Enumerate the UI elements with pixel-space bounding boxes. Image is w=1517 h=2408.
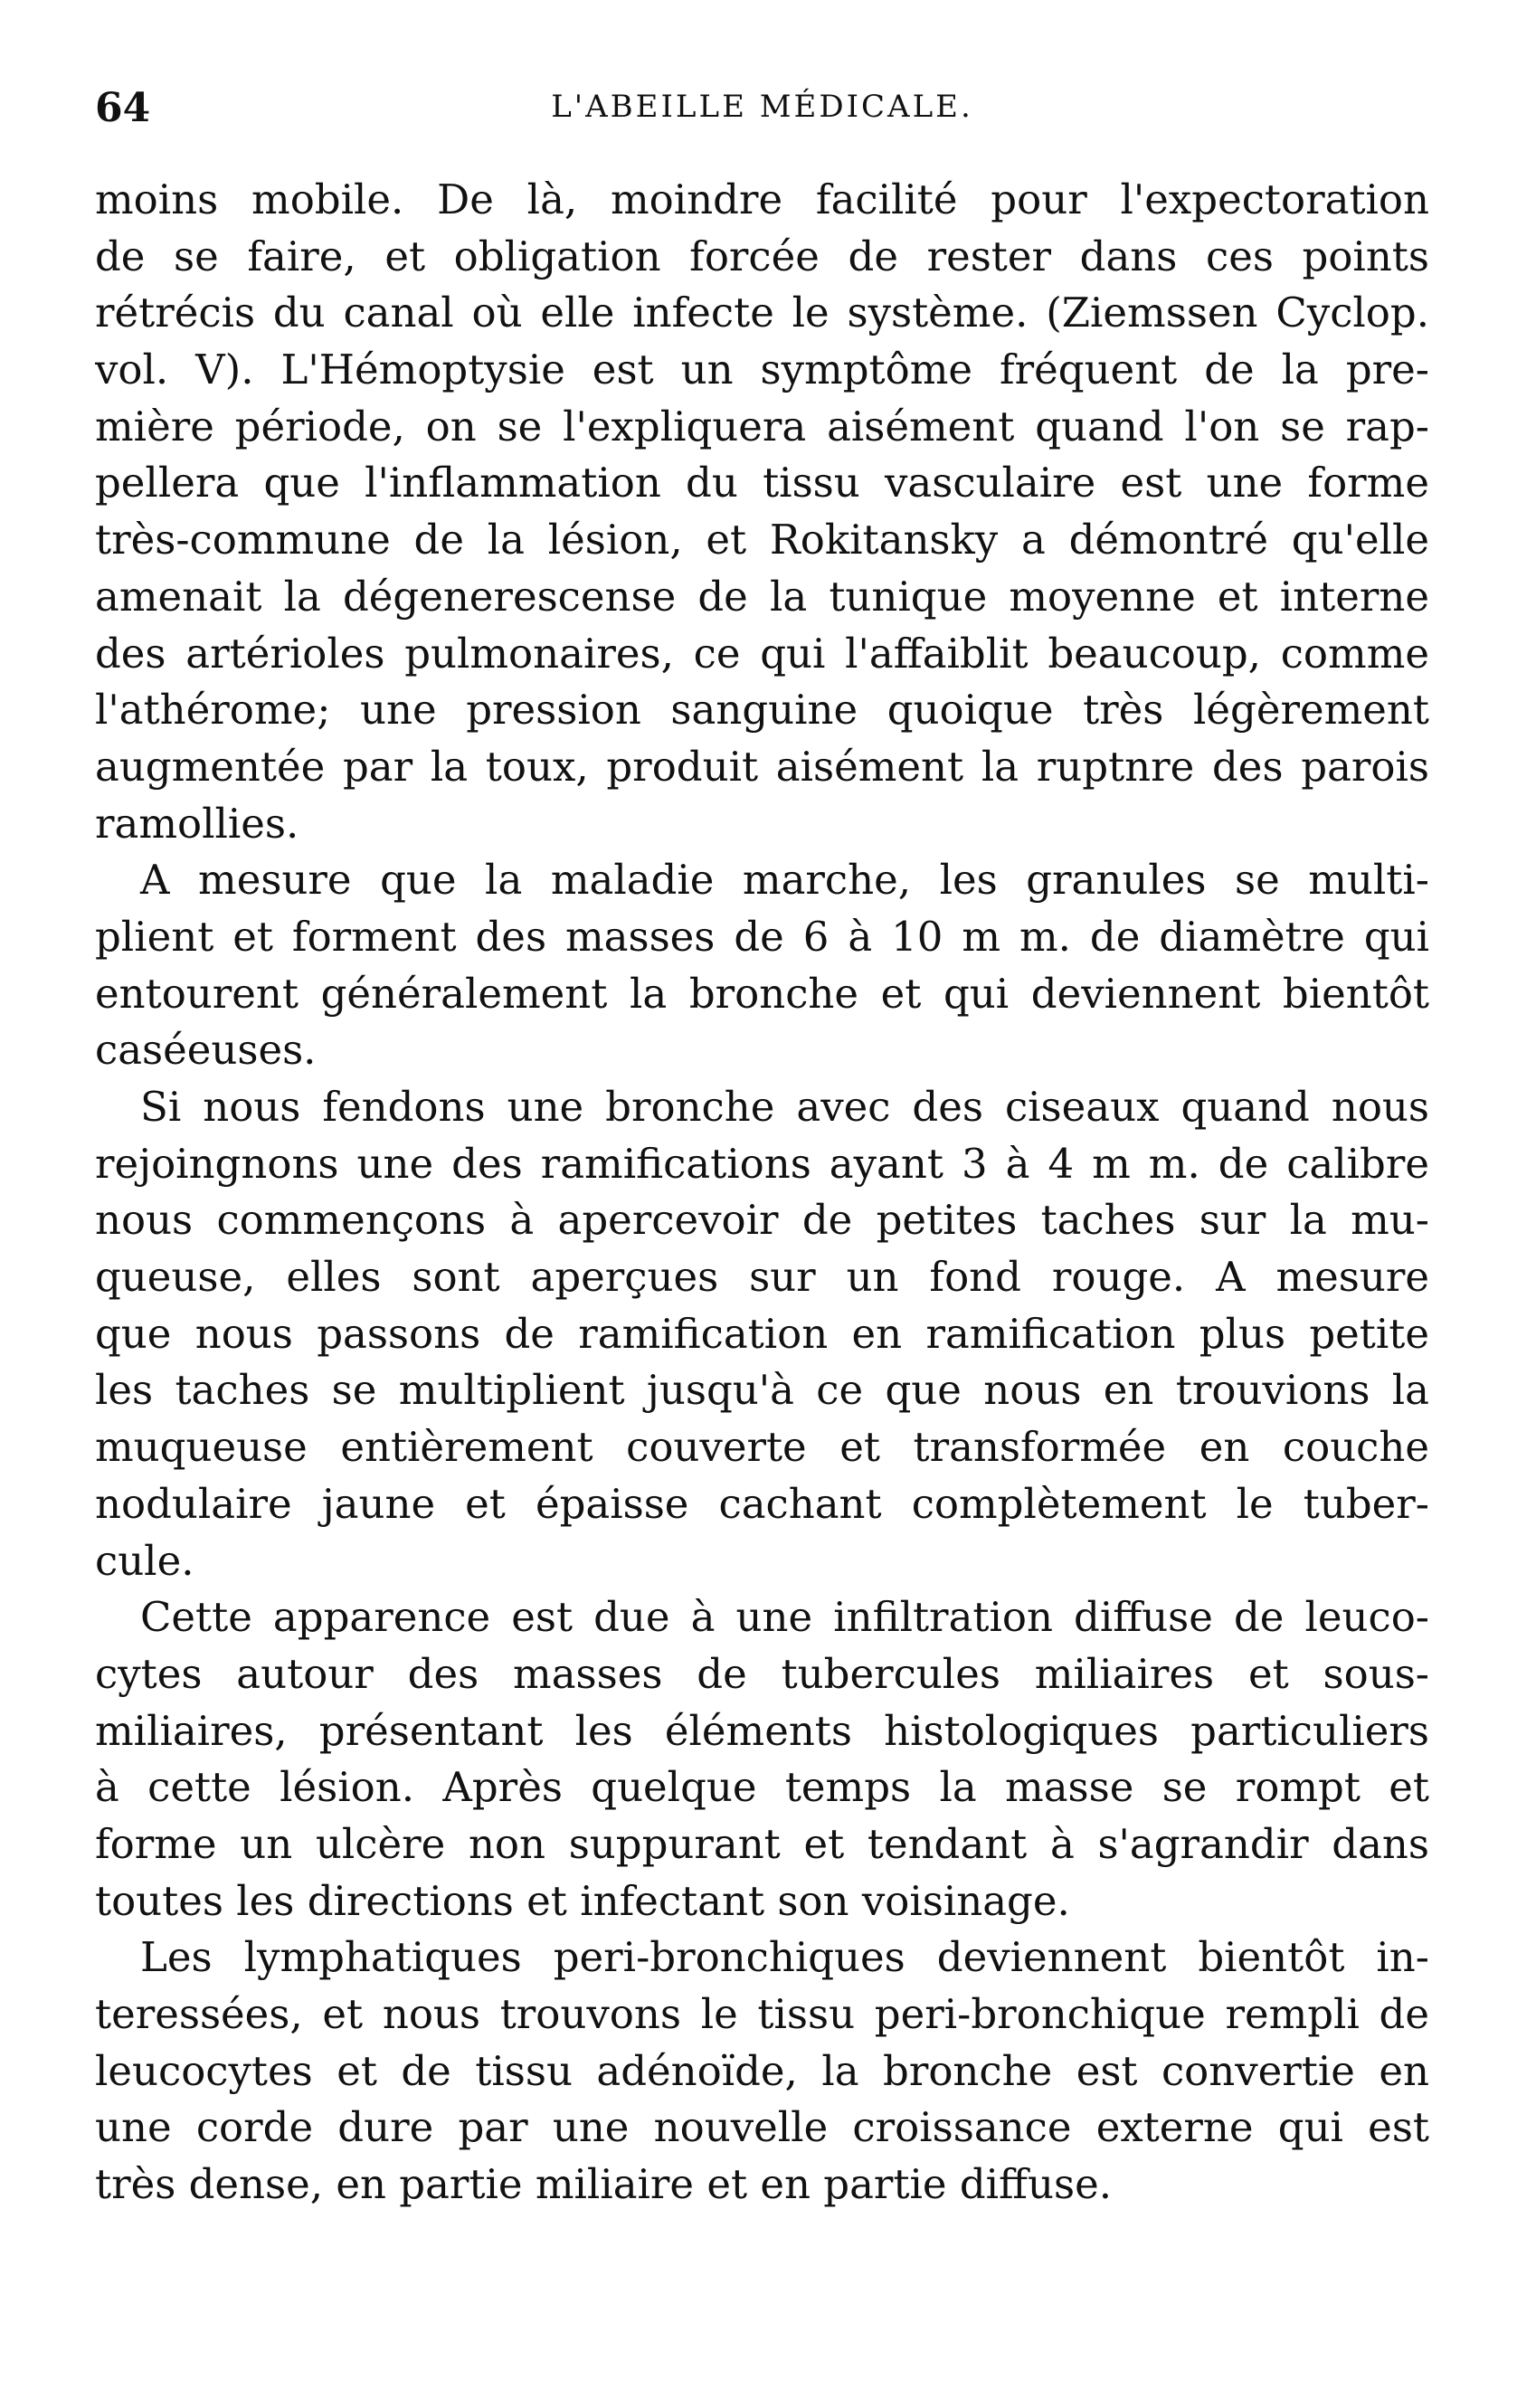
paragraph-end-line: cule. xyxy=(95,1536,194,1585)
paragraph-end-line: toutes les directions et infectant son voisinage. xyxy=(95,1876,1070,1925)
text-line: miliaires, présentant les éléments histologiques particuliers xyxy=(95,1706,1429,1755)
text-line: nous commençons à apercevoir de petites taches sur la mu- xyxy=(95,1196,1429,1245)
text-line: à cette lésion. Après quelque temps la masse se rompt et xyxy=(95,1763,1429,1812)
text-line: très-commune de la lésion, et Rokitansky a démontré qu'elle xyxy=(95,516,1429,564)
text-line: augmentée par la toux, produit aisément la ruptnre des parois xyxy=(95,742,1429,791)
text-line: rejoingnons une des ramifications ayant 3 à 4 m m. de calibre xyxy=(95,1139,1429,1188)
text-line: nodulaire jaune et épaisse cachant complètement le tuber- xyxy=(95,1479,1429,1528)
text-line: cytes autour des masses de tubercules miliaires et sous- xyxy=(95,1649,1429,1698)
paragraph-start-line: Cette apparence est due à une infiltration diffuse de leuco- xyxy=(140,1593,1429,1642)
text-line: muqueuse entièrement couverte et transformée en couche xyxy=(95,1423,1429,1472)
journal-title: L'ABEILLE MÉDICALE. xyxy=(551,89,973,125)
paragraph-start-line: A mesure que la maladie marche, les granules se multi- xyxy=(140,856,1429,905)
paragraph-start-line: Si nous fendons une bronche avec des ciseaux quand nous xyxy=(140,1083,1429,1131)
running-head xyxy=(95,85,1429,139)
text-line: teressées, et nous trouvons le tissu peri-bronchique rempli de xyxy=(95,1990,1429,2038)
text-line: leucocytes et de tissu adénoïde, la bronche est convertie en xyxy=(95,2046,1429,2095)
paragraph-end-line: caséeuses. xyxy=(95,1026,317,1075)
body-text xyxy=(95,172,1429,2214)
text-line: moins mobile. De là, moindre facilité pour l'expectoration xyxy=(95,175,1429,223)
text-line: entourent généralement la bronche et qui deviennent bientôt xyxy=(95,969,1429,1018)
text-line: de se faire, et obligation forcée de rester dans ces points xyxy=(95,232,1429,280)
text-line: vol. V). L'Hémoptysie est un symptôme fréquent de la pre- xyxy=(95,346,1429,394)
text-line: mière période, on se l'expliquera aisément quand l'on se rap- xyxy=(95,402,1429,450)
text-line: pellera que l'inflammation du tissu vasculaire est une forme xyxy=(95,459,1429,507)
text-line: amenait la dégenerescense de la tunique moyenne et interne xyxy=(95,572,1429,621)
paragraph-end-line: très dense, en partie miliaire et en partie diffuse. xyxy=(95,2160,1113,2209)
text-line: queuse, elles sont aperçues sur un fond rouge. A mesure xyxy=(95,1253,1429,1302)
text-line: les taches se multiplient jusqu'à ce que nous en trouvions la xyxy=(95,1366,1429,1415)
text-line: rétrécis du canal où elle infecte le système. (Ziemssen Cyclop. xyxy=(95,289,1429,337)
text-line: que nous passons de ramification en ramification plus petite xyxy=(95,1309,1429,1358)
page-number: 64 xyxy=(95,85,151,131)
text-line: plient et forment des masses de 6 à 10 m m. de diamètre qui xyxy=(95,912,1429,961)
paragraph-end-line: ramollies. xyxy=(95,799,299,848)
text-line: l'athérome; une pression sanguine quoique très légèrement xyxy=(95,686,1429,735)
text-line: forme un ulcère non suppurant et tendant à s'agrandir dans xyxy=(95,1819,1429,1868)
paragraph-start-line: Les lymphatiques peri-bronchiques deviennent bientôt in- xyxy=(140,1933,1429,1982)
text-line: des artérioles pulmonaires, ce qui l'affaiblit beaucoup, comme xyxy=(95,629,1429,678)
text-line: une corde dure par une nouvelle croissance externe qui est xyxy=(95,2103,1429,2152)
